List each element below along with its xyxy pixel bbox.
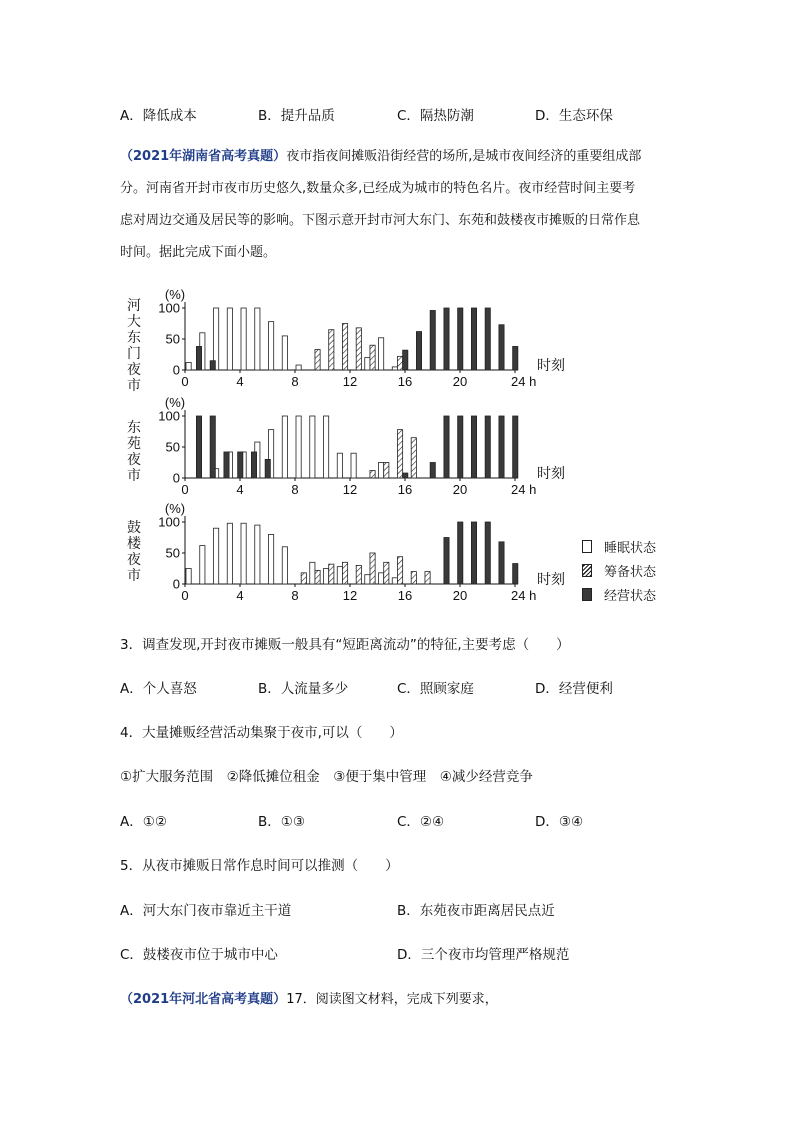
chart-3-bar-sleep — [324, 569, 329, 585]
chart-2-bar-operate — [430, 463, 435, 479]
chart-2-bar-operate — [471, 416, 476, 478]
legend-prepare — [582, 561, 656, 580]
chart-3-bar-sleep — [310, 562, 315, 584]
chart-3-x-label: 时刻 — [537, 571, 565, 587]
chart-2-bar-operate — [444, 416, 449, 478]
chart-2-bar-sleep — [214, 469, 219, 478]
chart-3-bar-prepare — [425, 572, 430, 584]
chart-2-bar-prepare — [370, 471, 375, 478]
chart-3-x-tick-label: 8 — [291, 588, 299, 603]
chart-2-bar-sleep — [269, 430, 274, 478]
chart-1-x-tick-label: 12 — [342, 374, 358, 389]
chart-1-x-tick-label: 0 — [181, 374, 189, 389]
chart-3-y-tick-label: 50 — [165, 545, 180, 561]
q3-option-b: B．人流量多少 — [258, 681, 349, 697]
legend-prepare-label: 筹备状态 — [604, 565, 657, 580]
chart-2-bar-sleep — [255, 442, 260, 478]
chart-2-bar-sleep — [351, 453, 356, 478]
chart-1-bar-prepare — [397, 356, 402, 370]
chart-1-bar-operate — [471, 308, 476, 370]
legend-prepare-swatch — [582, 564, 592, 577]
legend-operate-label: 经营状态 — [604, 589, 657, 604]
chart-2-x-tick-label: 16 — [397, 482, 413, 497]
q5-option-c: C．鼓楼夜市位于城市中心 — [120, 947, 278, 963]
chart-1-bar-sleep — [392, 367, 397, 370]
next-source: （2021年河北省高考真题） — [120, 992, 287, 1007]
chart-1-x-tick-label: 20 — [452, 374, 468, 389]
chart-2-bar-operate — [238, 452, 243, 478]
chart-3-title: 鼓 楼 夜 市 — [127, 520, 141, 584]
chart-1-bar-sleep — [282, 336, 287, 370]
chart-2-bar-prepare — [384, 463, 389, 479]
q3-option-a: A．个人喜怒 — [120, 681, 197, 697]
chart-1-bar-sleep — [296, 365, 301, 370]
chart-3-x-tick-label: 20 — [452, 588, 468, 603]
prev-option-c: C．隔热防潮 — [397, 108, 474, 124]
chart-3-bar-operate — [513, 564, 518, 584]
chart-2-x-tick-label: 4 — [236, 482, 244, 497]
chart-2-bar-sleep — [241, 452, 246, 478]
intro-line-3: 虑对周边交通及居民等的影响。下图示意开封市河大东门、东苑和鼓楼夜市摊贩的日常作息 — [120, 213, 641, 228]
legend-operate — [582, 585, 656, 604]
chart-1-y-tick-label: 0 — [172, 362, 180, 378]
chart-3-bar-prepare — [356, 565, 361, 584]
chart-2-title: 东 苑 夜 市 — [127, 420, 141, 484]
chart-3-bar-sleep — [269, 534, 274, 584]
chart-1-y-tick-label: 50 — [165, 331, 180, 347]
chart-1-title: 河 大 东 门 夜 市 — [127, 298, 141, 394]
chart-2-bar-operate — [210, 416, 215, 478]
chart-1-bar-prepare — [370, 345, 375, 370]
chart-1-bar-sleep — [269, 322, 274, 370]
chart-3-y-unit: (%) — [164, 501, 186, 516]
legend-sleep — [582, 537, 656, 556]
chart-1-y-unit: (%) — [164, 287, 186, 302]
next-text: 17．阅读图文材料，完成下列要求， — [286, 992, 498, 1007]
chart-3-bar-prepare — [384, 562, 389, 584]
chart-2-bar-operate — [458, 416, 463, 478]
chart-1-y-tick-label: 100 — [158, 300, 180, 316]
chart-1-bar-prepare — [329, 330, 334, 370]
chart-2-bar-sleep — [310, 416, 315, 478]
chart-1-bar-sleep — [241, 308, 246, 370]
chart-2-x-tick-label: 0 — [181, 482, 189, 497]
chart-3-bar-prepare — [411, 572, 416, 584]
chart-3-x-tick-label: 0 — [181, 588, 189, 603]
chart-1-bar-operate — [403, 350, 408, 370]
chart-2-bar-sleep — [296, 416, 301, 478]
chart-3-bar-operate — [444, 538, 449, 585]
chart-3-bar-prepare — [397, 557, 402, 584]
legend-sleep-label: 睡眠状态 — [604, 541, 657, 556]
chart-1-bar-sleep — [365, 358, 370, 370]
intro-line-1: 夜市指夜间摊贩沿街经营的场所,是城市夜间经济的重要组成部 — [286, 149, 642, 164]
chart-2-x-tick-label: 24 h — [511, 482, 537, 497]
chart-2-x-tick-label: 12 — [342, 482, 358, 497]
chart-1-bar-operate — [444, 308, 449, 370]
legend-operate-swatch — [582, 588, 592, 601]
chart-1-bar-sleep — [227, 308, 232, 370]
chart-1-bar-prepare — [342, 324, 347, 371]
chart-3-bar-sleep — [379, 573, 384, 584]
chart-3-bar-sleep — [392, 578, 397, 584]
chart-1-bar-sleep — [255, 308, 260, 370]
chart-3-x-tick-label: 12 — [342, 588, 358, 603]
q3-option-c: C．照顾家庭 — [397, 681, 474, 697]
chart-2-bar-operate — [224, 452, 229, 478]
chart-3-y-tick-label: 0 — [172, 576, 180, 592]
chart-2-bar-sleep — [379, 463, 384, 479]
chart-2-bar-operate — [513, 416, 518, 478]
q4-option-b: B．①③ — [258, 814, 305, 830]
chart-2-x-tick-label: 20 — [452, 482, 468, 497]
intro-paragraph — [120, 141, 680, 269]
chart-3-bar-sleep — [214, 528, 219, 584]
q5-stem: 5．从夜市摊贩日常作息时间可以推测（ ） — [120, 858, 399, 874]
chart-1-bar-prepare — [315, 350, 320, 370]
chart-3-x-tick-label: 16 — [397, 588, 413, 603]
chart-2-bar-operate — [251, 452, 256, 478]
chart-1-x-tick-label: 16 — [397, 374, 413, 389]
chart-1-bar-operate — [416, 332, 421, 370]
chart-1-x-tick-label: 24 h — [511, 374, 537, 389]
chart-3-bar-sleep — [255, 525, 260, 584]
q3-stem: 3．调查发现,开封夜市摊贩一般具有“短距离流动”的特征,主要考虑（ ） — [120, 637, 570, 653]
q4-stem: 4．大量摊贩经营活动集聚于夜市,可以（ ） — [120, 725, 403, 741]
q3-option-d: D．经营便利 — [535, 681, 613, 697]
prev-option-a: A．降低成本 — [120, 108, 197, 124]
chart-3-bar-operate — [499, 542, 504, 584]
chart-3-bar-sleep — [200, 546, 205, 584]
chart-3-bar-sleep — [365, 575, 370, 584]
chart-3-bar-sleep — [186, 569, 191, 585]
chart-3-bar-prepare — [370, 553, 375, 584]
prev-option-d: D．生态环保 — [535, 108, 613, 124]
q5-option-d: D．三个夜市均管理严格规范 — [397, 947, 570, 963]
q4-option-d: D．③④ — [535, 814, 584, 830]
chart-1-bar-operate — [513, 346, 518, 370]
chart-2-y-tick-label: 0 — [172, 470, 180, 486]
chart-2-bar-operate — [265, 459, 270, 478]
intro-source: （2021年湖南省高考真题） — [120, 149, 287, 164]
chart-2-x-label: 时刻 — [537, 465, 565, 481]
q4-option-a: A．①② — [120, 814, 167, 830]
chart-3-bar-sleep — [241, 523, 246, 584]
chart-1-bar-sleep — [186, 363, 191, 370]
q5-option-a: A．河大东门夜市靠近主干道 — [120, 903, 292, 919]
chart-1-bar-sleep — [200, 333, 205, 370]
chart-1-x-tick-label: 8 — [291, 374, 299, 389]
chart-2-bar-prepare — [397, 430, 402, 478]
chart-1-bar-operate — [196, 346, 201, 370]
chart-1-bar-sleep — [379, 338, 384, 370]
chart-1-bar-operate — [458, 308, 463, 370]
chart-3-bar-prepare — [329, 564, 334, 584]
chart-1-bar-operate — [485, 308, 490, 370]
chart-1-x-tick-label: 4 — [236, 374, 244, 389]
intro-line-4: 时间。据此完成下面小题。 — [120, 245, 277, 260]
chart-2-bar-prepare — [411, 438, 416, 478]
chart-3-bar-sleep — [337, 567, 342, 584]
chart-3-y-tick-label: 100 — [158, 514, 180, 530]
chart-3-bar-operate — [471, 522, 476, 584]
chart-2-bar-operate — [499, 416, 504, 478]
chart-3-bar-operate — [458, 522, 463, 584]
q4-option-c: C．②④ — [397, 814, 445, 830]
chart-3-bar-prepare — [301, 573, 306, 584]
chart-2-x-tick-label: 8 — [291, 482, 299, 497]
chart-3-bar-sleep — [282, 547, 287, 584]
chart-3-x-tick-label: 24 h — [511, 588, 537, 603]
chart-3-bar-prepare — [315, 570, 320, 584]
intro-line-2: 分。河南省开封市夜市历史悠久,数量众多,已经成为城市的特色名片。夜市经营时间主要考 — [120, 181, 636, 196]
chart-2-y-unit: (%) — [164, 395, 186, 410]
chart-1-bar-operate — [430, 310, 435, 370]
chart-2-bar-sleep — [282, 416, 287, 478]
chart-2-bar-operate — [403, 473, 408, 478]
q4-items: ①扩大服务范围 ②降低摊位租金 ③便于集中管理 ④减少经营竞争 — [120, 769, 533, 785]
legend-sleep-swatch — [582, 540, 592, 553]
chart-1-bar-prepare — [356, 328, 361, 370]
chart-3-bar-sleep — [227, 523, 232, 584]
q5-option-b: B．东苑夜市距离居民点近 — [397, 903, 555, 919]
chart-2-bar-operate — [485, 416, 490, 478]
chart-1-bar-sleep — [214, 308, 219, 370]
chart-1-bar-operate — [499, 325, 504, 370]
chart-2-y-tick-label: 50 — [165, 439, 180, 455]
chart-3-x-tick-label: 4 — [236, 588, 244, 603]
next-question — [120, 988, 498, 1007]
chart-3-bar-prepare — [342, 562, 347, 584]
chart-2-bar-operate — [196, 416, 201, 478]
prev-option-b: B．提升品质 — [258, 108, 335, 124]
chart-2-bar-sleep — [227, 452, 232, 478]
chart-1-x-label: 时刻 — [537, 357, 565, 373]
chart-3-bar-operate — [485, 522, 490, 584]
chart-2-y-tick-label: 100 — [158, 408, 180, 424]
chart-2-bar-sleep — [337, 453, 342, 478]
chart-2-bar-sleep — [324, 416, 329, 478]
chart-1-bar-operate — [210, 361, 215, 370]
